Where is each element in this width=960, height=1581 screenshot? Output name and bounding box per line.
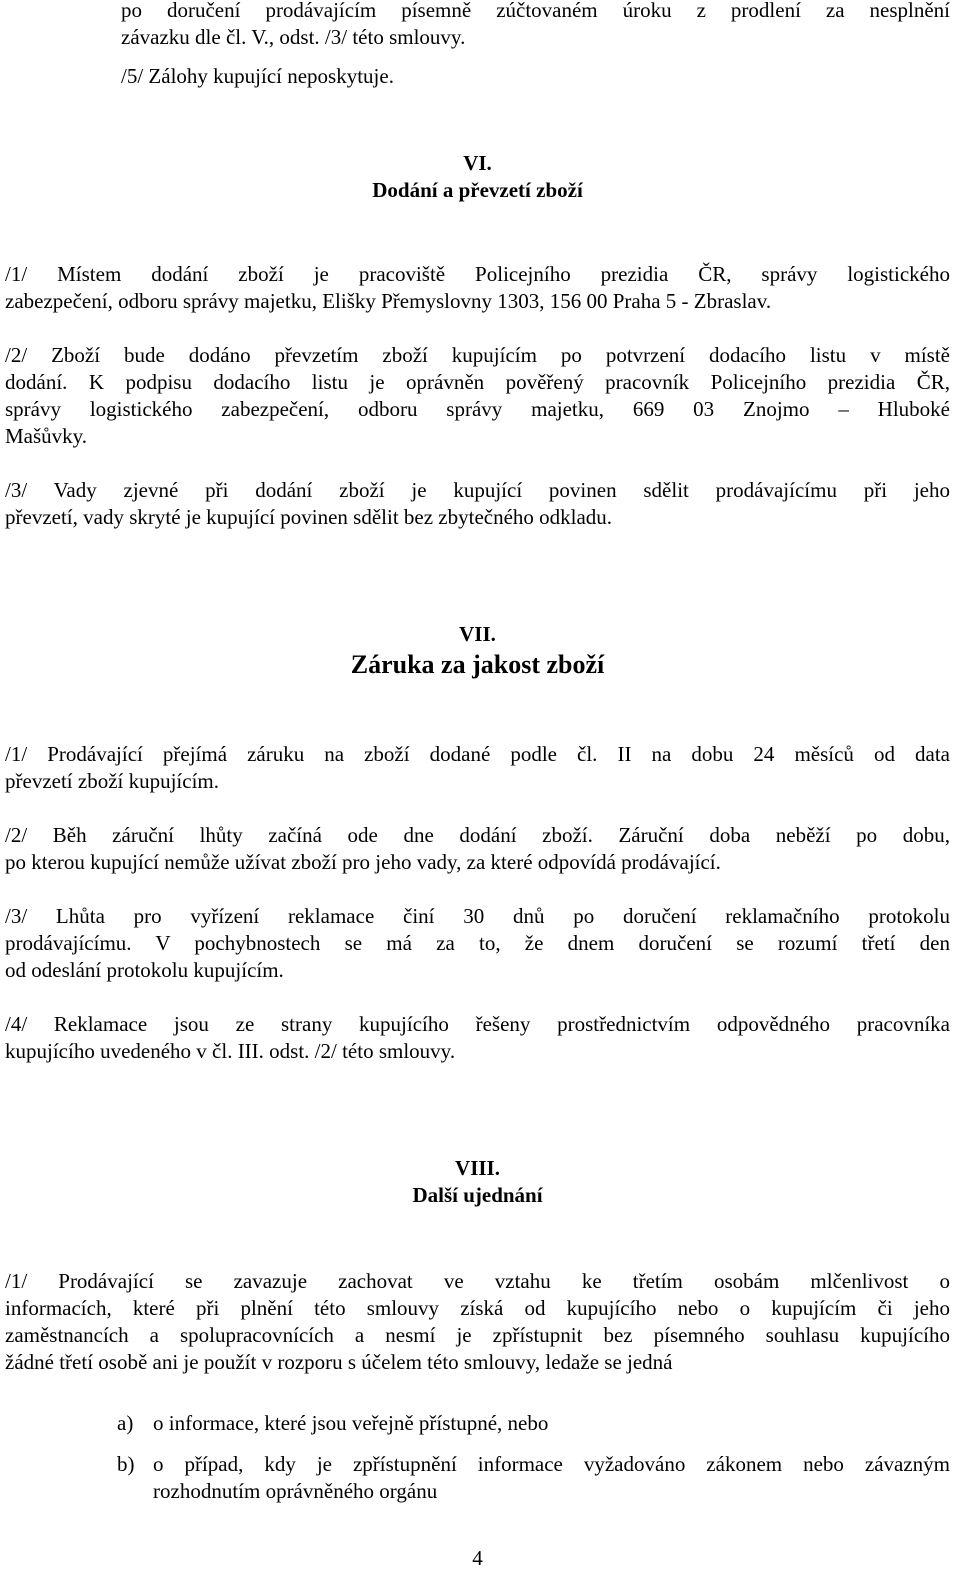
list-item-b [5, 1451, 950, 1505]
section-vii-number: VII. [459, 622, 496, 646]
vi-p2-line3: správy logistického zabezpečení, odboru správy majetku, 669 03 Znojmo – Hluboké [5, 397, 950, 421]
paragraph-continuation-line1: po doručení prodávajícím písemně zúčtovaném úroku z prodlení za nesplnění [121, 0, 950, 22]
viii-p1-line2: informacích, které při plnění této smlouvy získá od kupujícího nebo o kupujícím či jeho [5, 1296, 950, 1320]
vi-p3-line2: převzetí, vady skryté je kupující povinen sdělit bez zbytečného odkladu. [5, 505, 613, 529]
vii-p1-line1: /1/ Prodávající přejímá záruku na zboží dodané podle čl. II na dobu 24 měsíců od data [5, 742, 950, 766]
vii-p3-line3: od odeslání protokolu kupujícím. [5, 958, 284, 982]
list-item-a [5, 1410, 950, 1437]
vii-p4-line1: /4/ Reklamace jsou ze strany kupujícího řešeny prostřednictvím odpovědného pracovníka [5, 1012, 950, 1036]
viii-p1-line3: zaměstnancích a spolupracovnících a nesmí je zpřístupnit bez písemného souhlasu kupujícího [5, 1323, 950, 1347]
vi-p2-line2: dodání. K podpisu dodacího listu je oprávněn pověřený pracovník Policejního prezidia ČR, [5, 370, 950, 394]
page-number: 4 [472, 1546, 483, 1570]
list-item-text-line1: o případ, kdy je zpřístupnění informace vyžadováno zákonem nebo závazným [153, 1452, 950, 1476]
vi-p1-line2: zabezpečení, odboru správy majetku, Elišky Přemyslovny 1303, 156 00 Praha 5 - Zbraslav. [5, 289, 772, 313]
section-vi-number: VI. [463, 151, 492, 175]
list-item-label: b) [117, 1452, 135, 1476]
viii-p1-line1: /1/ Prodávající se zavazuje zachovat ve vztahu ke třetím osobám mlčenlivost o [5, 1269, 950, 1293]
section-vii-title: Záruka za jakost zboží [350, 650, 605, 679]
list-item-text-line2: rozhodnutím oprávněného orgánu [153, 1479, 438, 1503]
vi-p3-line1: /3/ Vady zjevné při dodání zboží je kupující povinen sdělit prodávajícímu při jeho [5, 478, 950, 502]
section-viii-number: VIII. [455, 1156, 500, 1180]
vii-p2-line2: po kterou kupující nemůže užívat zboží pro jeho vady, za které odpovídá prodávající. [5, 850, 721, 874]
vi-p1-line1: /1/ Místem dodání zboží je pracoviště Policejního prezidia ČR, správy logistického [5, 262, 950, 286]
list-item-label: a) [117, 1411, 134, 1435]
paragraph-5-zalohy: /5/ Zálohy kupující neposkytuje. [121, 64, 394, 88]
vii-p3-line1: /3/ Lhůta pro vyřízení reklamace činí 30 dnů po doručení reklamačního protokolu [5, 904, 950, 928]
vii-p3-line2: prodávajícímu. V pochybnostech se má za to, že dnem doručení se rozumí třetí den [5, 931, 950, 955]
list-item-text: o informace, které jsou veřejně přístupné, nebo [153, 1411, 549, 1435]
paragraph-continuation-line2: závazku dle čl. V., odst. /3/ této smlouvy. [121, 25, 466, 49]
section-viii-title: Další ujednání [412, 1183, 543, 1207]
vii-p1-line2: převzetí zboží kupujícím. [5, 769, 220, 793]
viii-p1-line4: žádné třetí osobě ani je použít v rozporu s účelem této smlouvy, ledaže se jedná [5, 1350, 673, 1374]
section-vi-title: Dodání a převzetí zboží [372, 178, 583, 202]
vii-p2-line1: /2/ Běh záruční lhůty začíná ode dne dodání zboží. Záruční doba neběží po dobu, [5, 823, 950, 847]
vii-p4-line2: kupujícího uvedeného v čl. III. odst. /2/ této smlouvy. [5, 1039, 456, 1063]
vi-p2-line4: Mašůvky. [5, 424, 88, 448]
document-page [5, 0, 950, 1581]
vi-p2-line1: /2/ Zboží bude dodáno převzetím zboží kupujícím po potvrzení dodacího listu v místě [5, 343, 950, 367]
